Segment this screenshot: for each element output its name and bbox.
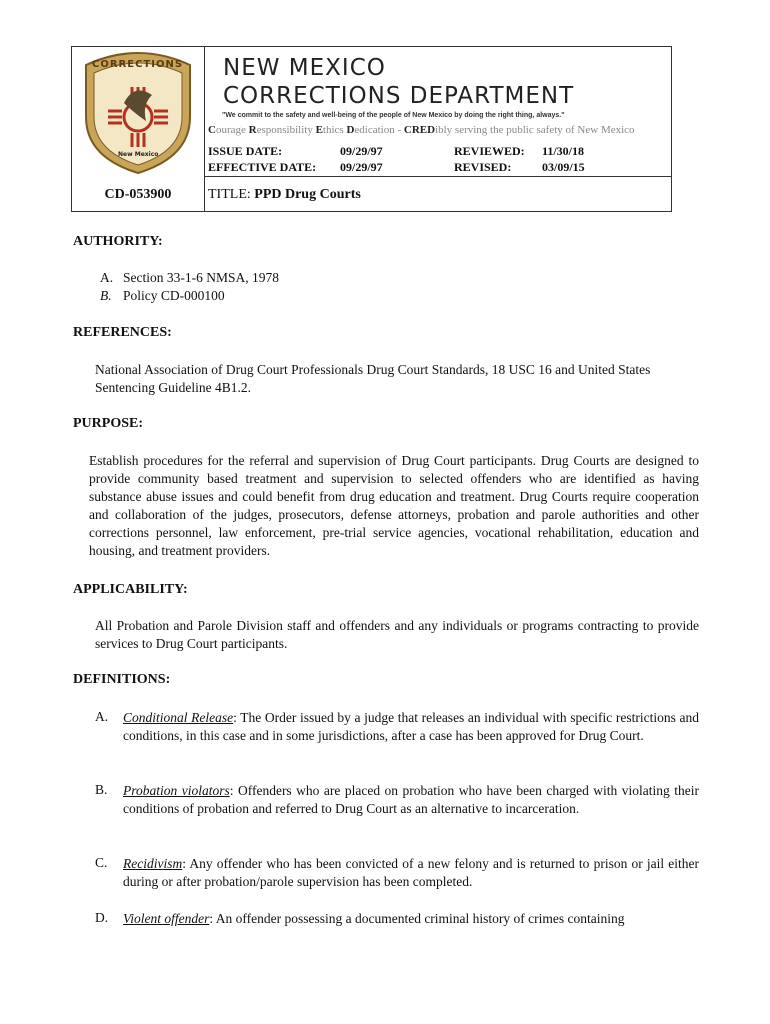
department-motto: "We commit to the safety and well-being of the people of New Mexico by doing the right thing, always." [222,112,565,119]
definitions-heading: DEFINITIONS: [73,672,171,687]
effective-date-label: EFFECTIVE DATE: [208,160,317,174]
reviewed-date: 11/30/18 [542,144,585,158]
effective-date: 09/29/97 [340,160,383,174]
reviewed-label: REVIEWED: [454,144,525,158]
purpose-text: Establish procedures for the referral and supervision of Drug Court participants. Drug Courts are designed to provide community based treatment and supervision to selected offenders who are identified as having substance abuse issues and could benefit from drug education and treatment. Drug Courts require cooperation and collaboration of the judges, prosecutors, defense attorneys, probation and parole authorities and other corrections personnel, law enforcement, pre-trial service agencies, vocational rehabilitation, education and housing, and treatment providers. [89,453,699,558]
references-heading: REFERENCES: [73,325,172,340]
references-line2: Sentencing Guideline 4B1.2. [95,380,251,395]
references-line1: National Association of Drug Court Professionals Drug Court Standards, 18 USC 16 and United States [95,362,651,377]
department-name-line1: NEW MEXICO [223,55,386,81]
definition-c-text: Recidivism: Any offender who has been convicted of a new felony and is returned to prison or jail either during or after probation/parole supervision has been completed. [123,856,699,889]
policy-code: CD-053900 [104,187,172,202]
logo-center-text: New Mexico [118,151,159,158]
logo-ring-text: CORRECTIONS [92,59,184,70]
applicability-heading: APPLICABILITY: [73,582,188,597]
revised-label: REVISED: [454,160,512,174]
authority-b-text: Policy CD-000100 [123,288,225,303]
authority-a-text: Section 33-1-6 NMSA, 1978 [123,270,279,285]
authority-heading: AUTHORITY: [73,234,163,249]
definition-a-label: A. [95,709,109,724]
policy-header [71,46,672,212]
definition-c-label: C. [95,855,108,870]
policy-title: TITLE: PPD Drug Courts [208,187,361,202]
corrections-logo [72,47,204,176]
issue-date-label: ISSUE DATE: [208,144,283,158]
definition-a-text: Conditional Release: The Order issued by a judge that releases an individual with specific restrictions and conditions, in this case and in some jurisdictions, after a case has been approved for Drug Court. [123,710,700,743]
department-name-line2: CORRECTIONS DEPARTMENT [223,83,575,109]
revised-date: 03/09/15 [542,160,585,174]
definition-b-label: B. [95,782,108,797]
definition-d-label: D. [95,910,109,925]
department-credo: Courage Responsibility Ethics Dedication - CREDibly serving the public safety of New Mexico [208,124,635,136]
issue-date: 09/29/97 [340,144,383,158]
applicability-text: All Probation and Parole Division staff and offenders and any individuals or programs contracting to provide services to Drug Court participants. [95,618,699,651]
definition-b-text: Probation violators: Offenders who are placed on probation who have been charged with violating their conditions of probation and referred to Drug Court as an alternative to incarceration. [123,783,699,816]
definition-d-text: Violent offender: An offender possessing a documented criminal history of crimes containing [123,911,625,926]
authority-b-label: B. [100,288,112,303]
authority-a-label: A. [100,270,114,285]
purpose-heading: PURPOSE: [73,416,143,431]
